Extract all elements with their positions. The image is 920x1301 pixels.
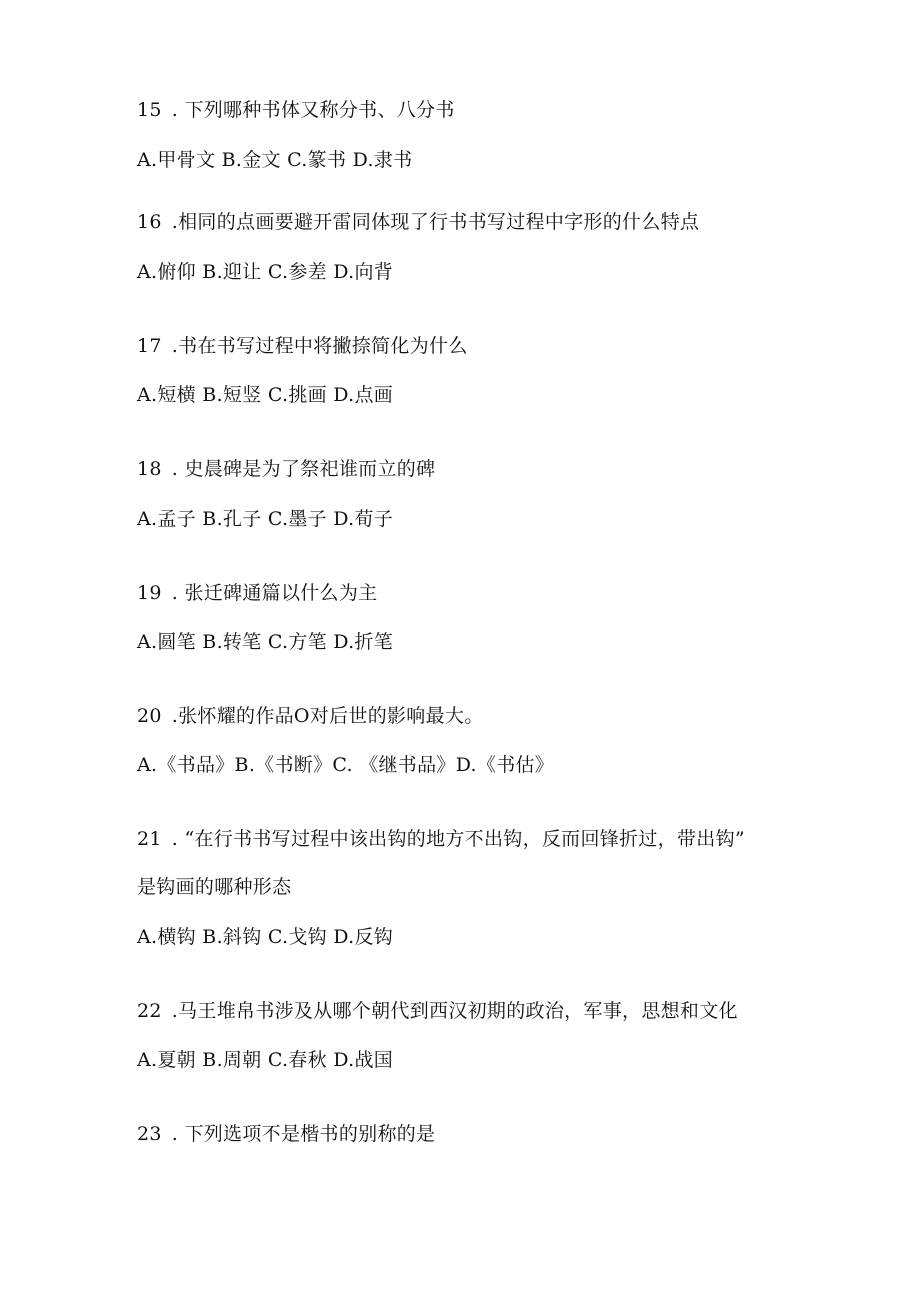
question-21-continuation: 是钩画的哪种形态 (137, 876, 292, 898)
question-number: 21 (137, 828, 162, 850)
options-17: A.短横 B.短竖 C.挑画 D.点画 (137, 384, 394, 406)
question-19 (137, 581, 377, 605)
question-17 (137, 334, 468, 358)
question-number: 15 (137, 99, 162, 121)
options-18: A.孟子 B.孔子 C.墨子 D.荀子 (137, 508, 394, 530)
question-21 (137, 827, 745, 851)
options-20: A.《书品》B.《书断》C. 《继书品》D.《书估》 (137, 754, 555, 776)
question-23 (137, 1122, 435, 1146)
options-19: A.圆笔 B.转笔 C.方笔 D.折笔 (137, 631, 394, 653)
question-20 (137, 704, 484, 728)
question-text: . 下列选项不是楷书的别称的是 (171, 1123, 436, 1145)
question-number: 18 (137, 458, 162, 480)
question-text: . 张迁碑通篇以什么为主 (171, 582, 378, 604)
question-text: . 下列哪种书体又称分书、八分书 (171, 99, 455, 121)
question-number: 17 (137, 335, 162, 357)
question-text: . “在行书书写过程中该出钩的地方不出钩，反而回锋折过，带出钩” (171, 828, 745, 850)
question-text: .书在书写过程中将撇捺简化为什么 (171, 335, 468, 357)
question-15 (137, 98, 455, 122)
question-number: 20 (137, 705, 162, 727)
question-text: .马王堆帛书涉及从哪个朝代到西汉初期的政治，军事，思想和文化 (171, 1000, 738, 1022)
options-15: A.甲骨文 B.金文 C.篆书 D.隶书 (137, 149, 413, 171)
question-number: 16 (137, 211, 162, 233)
options-21: A.横钩 B.斜钩 C.戈钩 D.反钩 (137, 926, 394, 948)
question-16 (137, 210, 699, 234)
options-22: A.夏朝 B.周朝 C.春秋 D.战国 (137, 1049, 394, 1071)
question-number: 23 (137, 1123, 162, 1145)
question-18 (137, 457, 435, 481)
question-text: .张怀耀的作品O对后世的影响最大。 (171, 705, 484, 727)
question-number: 19 (137, 582, 162, 604)
question-text: .相同的点画要避开雷同体现了行书书写过程中字形的什么特点 (171, 211, 700, 233)
options-16: A.俯仰 B.迎让 C.参差 D.向背 (137, 261, 394, 283)
question-number: 22 (137, 1000, 162, 1022)
question-22 (137, 999, 738, 1023)
question-text: . 史晨碑是为了祭祀谁而立的碑 (171, 458, 436, 480)
